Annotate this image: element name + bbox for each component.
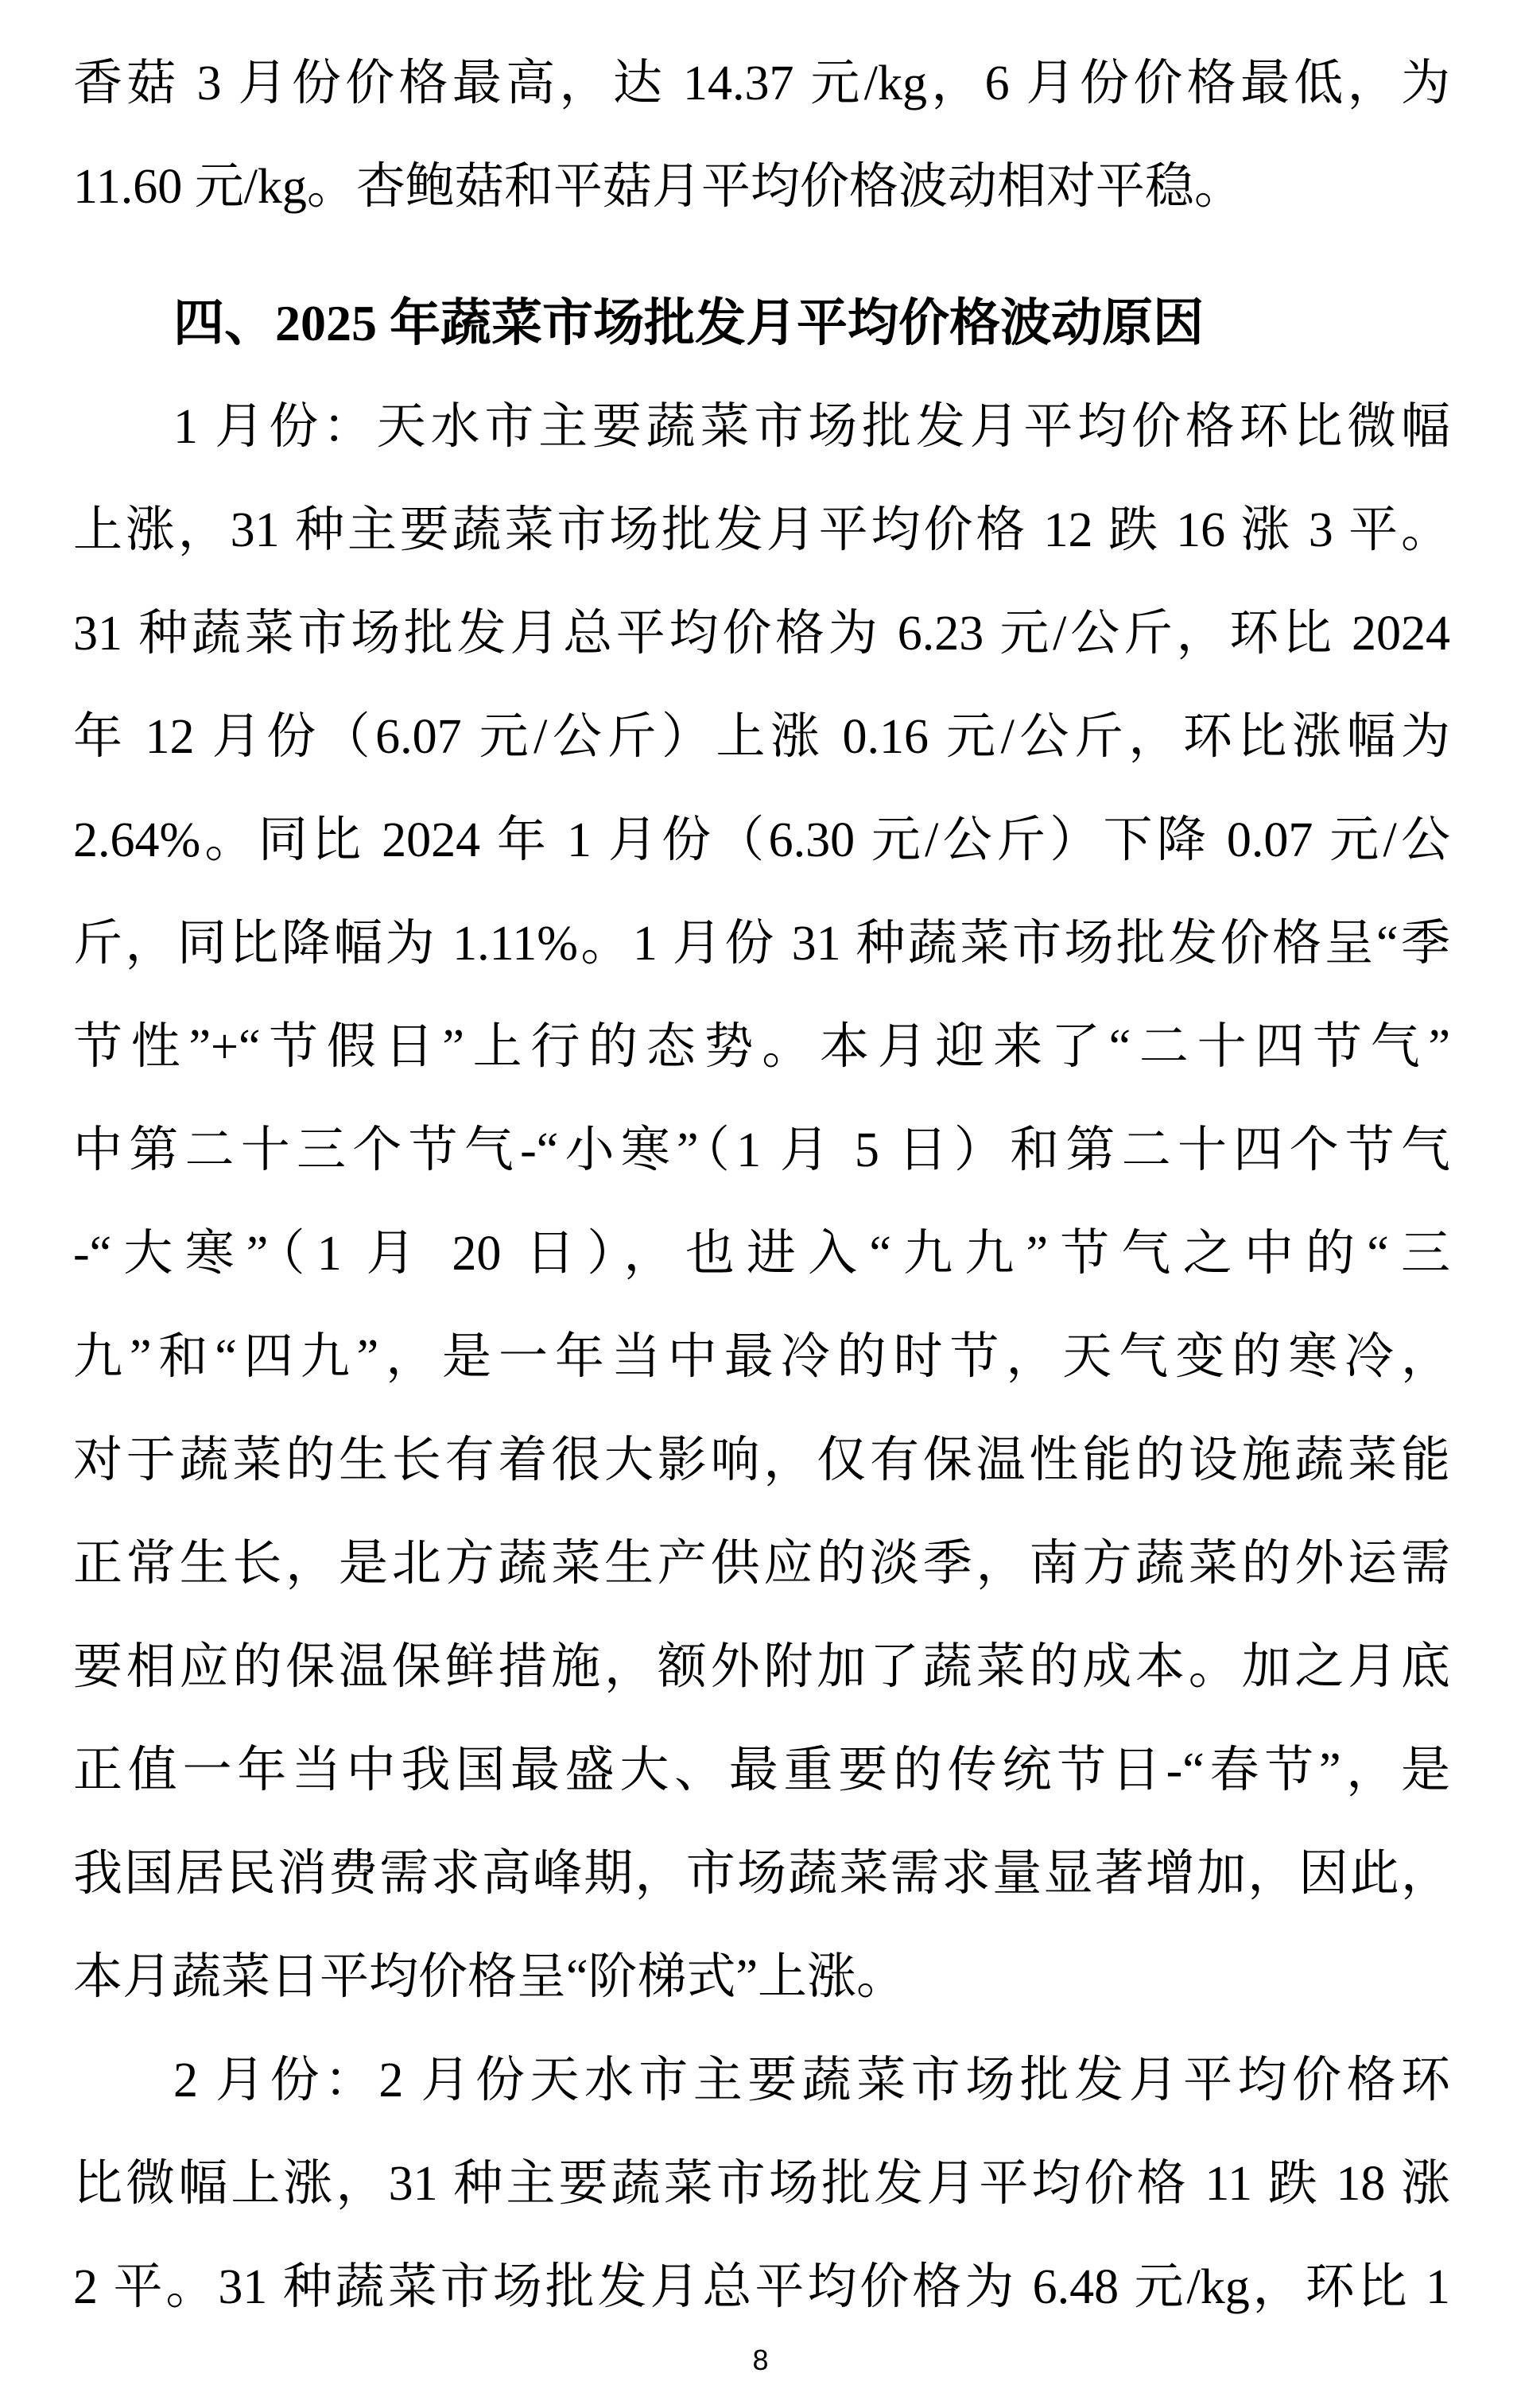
doc-line: 2.64%。同比 2024 年 1 月份（6.30 元/公斤）下降 0.07 元/公 [73,813,1450,867]
doc-line: 要相应的保温保鲜措施，额外附加了蔬菜的成本。加之月底 [73,1640,1450,1694]
doc-line: -“大寒”（1 月 20 日），也进入“九九”节气之中的“三 [73,1227,1450,1281]
doc-line: 节性”+“节假日”上行的态势。本月迎来了“二十四节气” [73,1020,1450,1074]
page-number: 8 [752,2344,769,2376]
doc-line: 上涨，31 种主要蔬菜市场批发月平均价格 12 跌 16 涨 3 平。 [73,503,1450,557]
doc-line: 11.60 元/kg。杏鲍菇和平菇月平均价格波动相对平稳。 [73,160,1244,214]
doc-line: 香菇 3 月份价格最高，达 14.37 元/kg，6 月份价格最低，为 [73,56,1450,111]
doc-line: 中第二十三个节气-“小寒”（1 月 5 日）和第二十四个节气 [73,1123,1450,1177]
doc-line: 年 12 月份（6.07 元/公斤）上涨 0.16 元/公斤，环比涨幅为 [73,710,1450,764]
doc-line: 对于蔬菜的生长有着很大影响，仅有保温性能的设施蔬菜能 [73,1433,1450,1487]
doc-line: 本月蔬菜日平均价格呈“阶梯式”上涨。 [73,1950,906,2004]
doc-line: 2 平。31 种蔬菜市场批发月总平均价格为 6.48 元/kg，环比 1 [73,2260,1450,2314]
doc-line: 正值一年当中我国最盛大、最重要的传统节日-“春节”，是 [73,1743,1450,1797]
doc-line: 比微幅上涨，31 种主要蔬菜市场批发月平均价格 11 跌 18 涨 [73,2157,1450,2211]
page-body [73,32,1450,2339]
doc-line: 正常生长，是北方蔬菜生产供应的淡季，南方蔬菜的外运需 [73,1537,1450,1591]
doc-line: 我国居民消费需求高峰期，市场蔬菜需求量显著增加，因此， [73,1847,1450,1901]
doc-line: 2 月份：2 月份天水市主要蔬菜市场批发月平均价格环 [173,2053,1450,2107]
doc-line: 1 月份：天水市主要蔬菜市场批发月平均价格环比微幅 [173,400,1450,454]
section-heading: 四、2025 年蔬菜市场批发月平均价格波动原因 [173,295,1204,351]
doc-line: 斤，同比降幅为 1.11%。1 月份 31 种蔬菜市场批发价格呈“季 [73,917,1450,971]
doc-line: 九”和“四九”，是一年当中最冷的时节，天气变的寒冷， [73,1330,1450,1384]
doc-line: 31 种蔬菜市场批发月总平均价格为 6.23 元/公斤，环比 2024 [73,607,1450,661]
